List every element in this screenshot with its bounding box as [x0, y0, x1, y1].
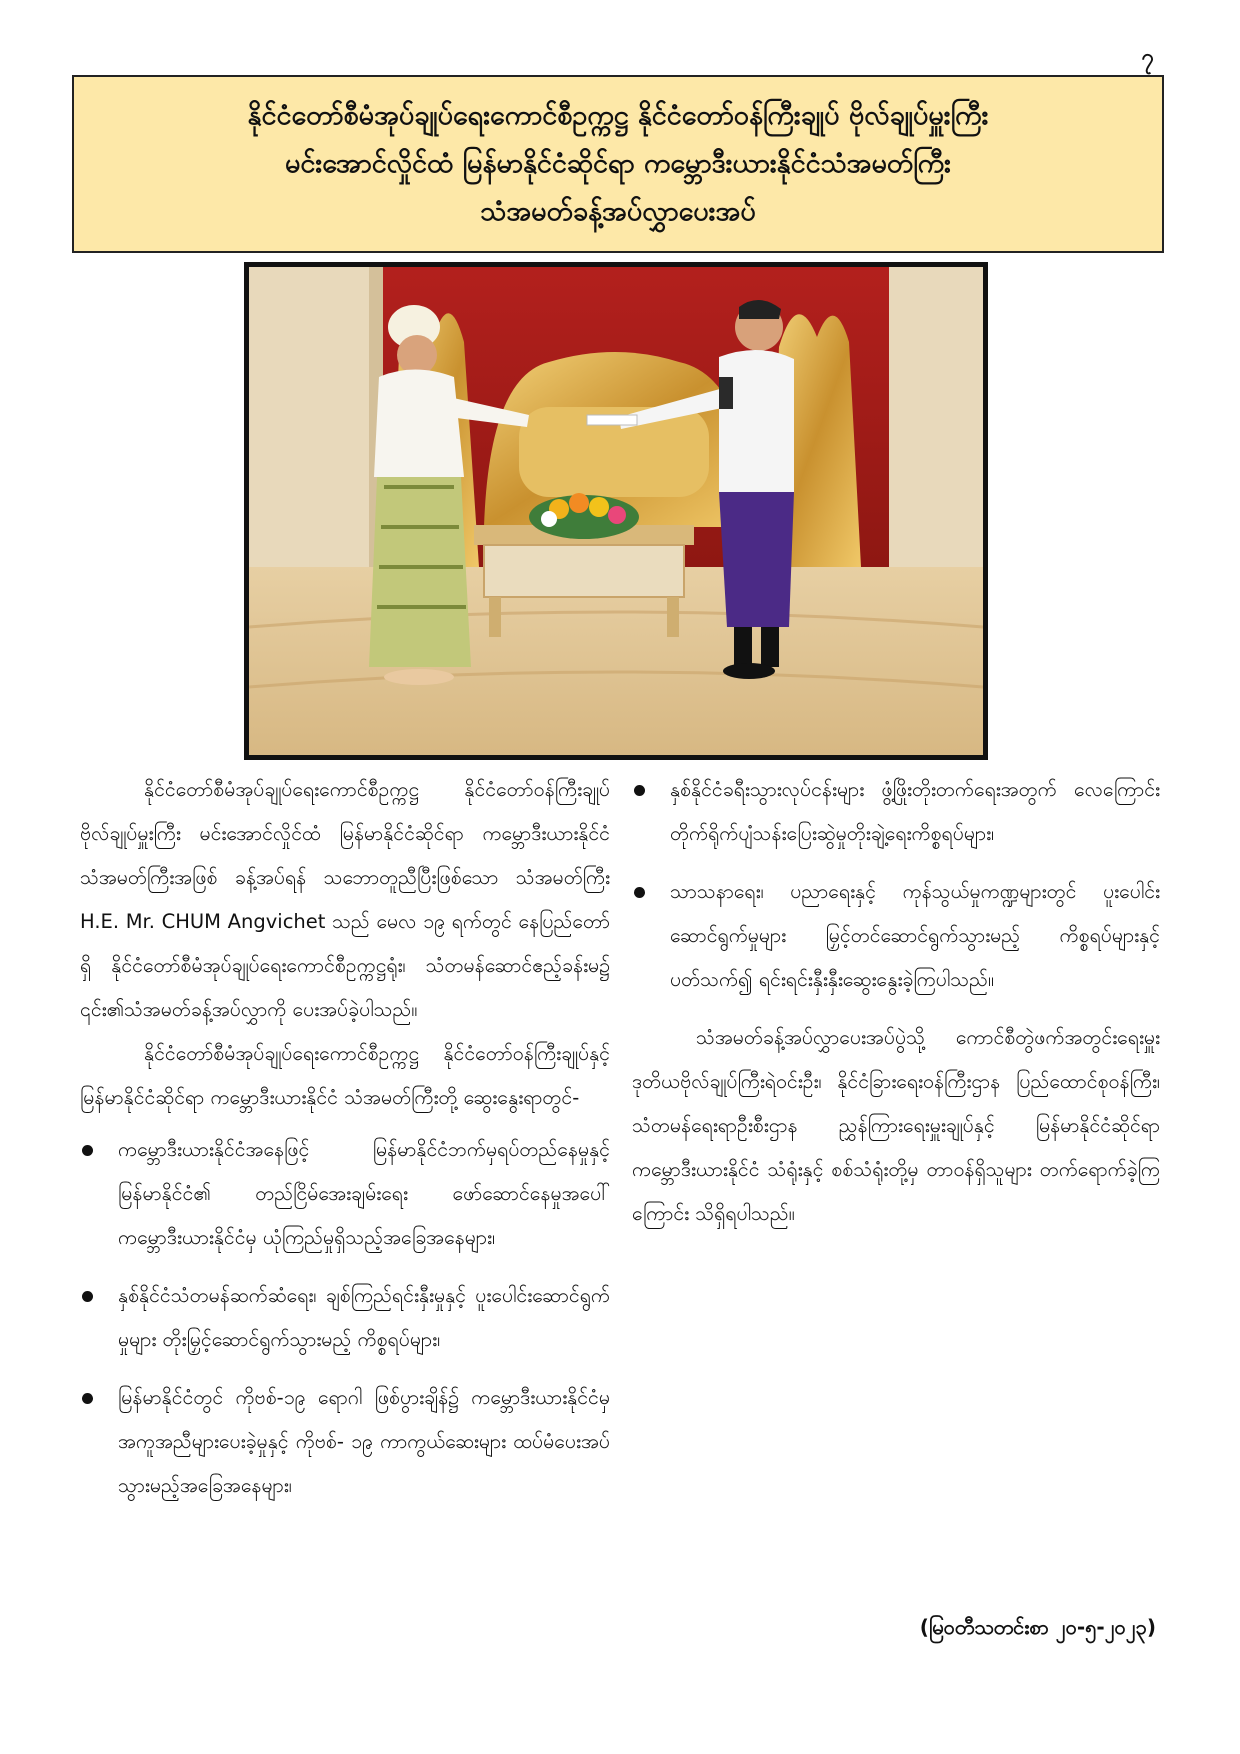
bullet-text: သာသနာရေး၊ ပညာရေးနှင့် ကုန်သွယ်မှုကဏ္ဍများတွင် ပူးပေါင်းဆောင်ရွက်မှုများ မြှင့်တင်ဆောင်ရွက်သွားမည့် ကိစ္စရပ်များနှင့်ပတ်သက်၍ ရင်းရင်းနှီးနှီးဆွေးနွေးခဲ့ကြပါသည်။ [670, 880, 1160, 991]
bullet-icon [82, 1291, 93, 1302]
bullet-icon [634, 887, 645, 898]
headline-line-2: မင်းအောင်လှိုင်ထံ မြန်မာနိုင်ငံဆိုင်ရာ ကမ္ဘောဒီးယားနိုင်ငံသံအမတ်ကြီး [285, 148, 951, 179]
bullet-text: နှစ်နိုင်ငံသံတမန်ဆက်ဆံရေး၊ ချစ်ကြည်ရင်းနှီးမှုနှင့် ပူးပေါင်းဆောင်ရွက်မှုများ တိုးမြှင့်ဆောင်ရွက်သွားမည့် ကိစ္စရပ်များ၊ [118, 1284, 610, 1351]
bullet-item [632, 870, 1160, 1002]
article-paragraph-1: နိုင်ငံတော်စီမံအုပ်ချုပ်ရေးကောင်စီဥက္ကဋ္ဌ နိုင်ငံတော်ဝန်ကြီးချုပ် ဗိုလ်ချုပ်မှူးကြီး မင်းအောင်လှိုင်ထံ မြန်မာနိုင်ငံဆိုင်ရာ ကမ္ဘောဒီးယားနိုင်ငံ သံအမတ်ကြီးအဖြစ် ခန့်အပ်ရန် သဘောတူညီပြီးဖြစ်သော သံအမတ်ကြီး H.E. Mr. CHUM Angvichet သည် မေလ ၁၉ ရက်တွင် နေပြည်တော်ရှိ နိုင်ငံတော်စီမံအုပ်ချုပ်ရေးကောင်စီဥက္ကဋ္ဌရုံး၊ သံတမန်ဆောင်ဧည့်ခန်းမ၌ ၎င်း၏သံအမတ်ခန့်အပ်လွှာကို ပေးအပ်ခဲ့ပါသည်။ [80, 778, 610, 1021]
discussion-points-left [80, 1128, 610, 1508]
headline-line-1: နိုင်ငံတော်စီမံအုပ်ချုပ်ရေးကောင်စီဥက္ကဋ္ဌ နိုင်ငံတော်ဝန်ကြီးချုပ် ဗိုလ်ချုပ်မှူးကြီး [247, 100, 989, 131]
discussion-points-right [632, 768, 1160, 1002]
bullet-item [632, 768, 1160, 856]
news-photo [244, 262, 988, 760]
bullet-text: ကမ္ဘောဒီးယားနိုင်ငံအနေဖြင့် မြန်မာနိုင်ငံဘက်မှရပ်တည်နေမှုနှင့် မြန်မာနိုင်ငံ၏ တည်ငြိမ်အေးချမ်းရေး ဖော်ဆောင်နေမှုအပေါ် ကမ္ဘောဒီးယားနိုင်ငံမှ ယုံကြည်မှုရှိသည့်အခြေအနေများ၊ [118, 1138, 610, 1249]
right-column [632, 768, 1160, 1236]
bullet-icon [634, 785, 645, 796]
ceremony-photo-illustration [249, 267, 983, 755]
headline-box [72, 75, 1164, 253]
bullet-item [80, 1274, 610, 1362]
bullet-item [80, 1128, 610, 1260]
bullet-text: မြန်မာနိုင်ငံတွင် ကိုဗစ်-၁၉ ရောဂါ ဖြစ်ပွားချိန်၌ ကမ္ဘောဒီးယားနိုင်ငံမှ အကူအညီများပေးခဲ့မှုနှင့် ကိုဗစ်- ၁၉ ကာကွယ်ဆေးများ ထပ်မံပေးအပ်သွားမည့်အခြေအနေများ၊ [118, 1386, 610, 1497]
bullet-icon [82, 1145, 93, 1156]
page-number: ၇ [1141, 45, 1154, 70]
bullet-item [80, 1376, 610, 1508]
news-source: (မြဝတီသတင်းစာ ၂၀-၅-၂၀၂၃) [919, 1615, 1156, 1639]
article-paragraph-2: နိုင်ငံတော်စီမံအုပ်ချုပ်ရေးကောင်စီဥက္ကဋ္ဌ နိုင်ငံတော်ဝန်ကြီးချုပ်နှင့် မြန်မာနိုင်ငံဆိုင်ရာ ကမ္ဘောဒီးယားနိုင်ငံ သံအမတ်ကြီးတို့ ဆွေးနွေးရာတွင်- [80, 1042, 610, 1109]
bullet-text: နှစ်နိုင်ငံခရီးသွားလုပ်ငန်းများ ဖွံ့ဖြိုးတိုးတက်ရေးအတွက် လေကြောင်းတိုက်ရိုက်ပျံသန်းပြေးဆွဲမှုတိုးချဲ့ရေးကိစ္စရပ်များ၊ [670, 778, 1160, 845]
headline-line-3: သံအမတ်ခန့်အပ်လွှာပေးအပ် [480, 196, 756, 227]
left-column [80, 768, 610, 1522]
bullet-icon [82, 1393, 93, 1404]
article-paragraph-3: သံအမတ်ခန့်အပ်လွှာပေးအပ်ပွဲသို့ ကောင်စီတွဲဖက်အတွင်းရေးမှူး ဒုတိယဗိုလ်ချုပ်ကြီးရဲဝင်းဦး၊ နိုင်ငံခြားရေးဝန်ကြီးဌာန ပြည်ထောင်စုဝန်ကြီး၊ သံတမန်ရေးရာဦးစီးဌာန ညွှန်ကြားရေးမှူးချုပ်နှင့် မြန်မာနိုင်ငံဆိုင်ရာ ကမ္ဘောဒီးယားနိုင်ငံ သံရုံးနှင့် စစ်သံရုံးတို့မှ တာဝန်ရှိသူများ တက်ရောက်ခဲ့ကြကြောင်း သိရှိရပါသည်။ [632, 1026, 1160, 1225]
